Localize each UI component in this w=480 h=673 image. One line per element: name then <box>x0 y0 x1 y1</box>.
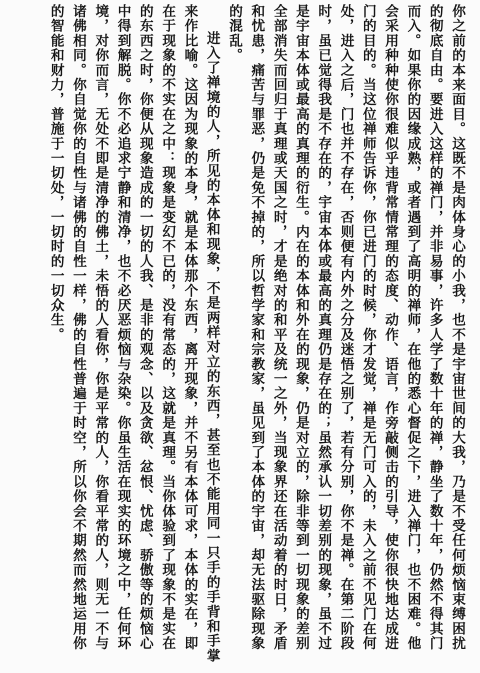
paragraph-2: 进入了禅境的人，所见的本体和现象，不是两样对立的东西，甚至也不能用同一只手的手背和手掌来作比喻。这因为现象的本身，就是本体那个东西，离开现象，并不另有本体可求，本体的实在，即在于现象的不实在之中：现象是变幻不已的，没有常态的，这就是真理。当你体验到了现象不是实在的东西之时，你便从现象造成的一切的人我、是非的观念、以及贪欲、忿恨、忧虑、骄傲等的烦恼心中得到解脱。你不必追求宁静和清净，也不必厌恶烦恼与杂染。你虽生活在现实的环境之中，任何环境，对你而言，无处不即是清净的佛土，未悟的人看你，你是平常的人，你看平常的人，则无一不与诸佛相同。你自觉你的自性与诸佛的自性一样，佛的自性普遍于时空，所以你会不期然而然地运用你的智能和财力，普施于一切处，一切时的一切众生。 <box>47 4 220 664</box>
paragraph-1: 你之前的本来面目。这既不是肉体身心的小我，也不是宇宙世间的大我，乃是不受任何烦恼束缚困扰的彻底自由。要进入这样的禅门，并非易事，许多人学了数十年的禅，静坐了数十年，仍然不得其门而入。如果你的因缘成熟，或者遇到了高明的禅师，在他的悉心督促之下，进入禅门，也不困难。他会采用种种使你很难似乎违背常情常理的态度、动作、语言，作旁敲侧击的引导，使你很快地达成进门的目的。当这位禅师告诉你，你已进门的时候，你才发觉，禅是无门可入的，未入之前不见门在何处，进入之后，门也并不存在，否则便有内外之分及迷悟之别了，若有分别，你不是禅。在第二阶段时，虽已觉得我是不存在的，宇宙本体或最高的真理仍是存在的；虽然承认一切差别的现象，虽不过是宇宙本体或最高的真理的衍生。内在的本体和外在的现象，仍是对立的，除非等到一切现象的差别全部消失而回归于真理或天国之时，才是绝对的和平及统一之外，当现象界还在活动着的时日，矛盾和忧患，痛苦与罪恶，仍是免不掉的，所以哲学家和宗教家，虽见到了本体的宇宙，却无法驱除现象的混乱。 <box>226 4 465 651</box>
vertical-text-body <box>44 4 468 664</box>
